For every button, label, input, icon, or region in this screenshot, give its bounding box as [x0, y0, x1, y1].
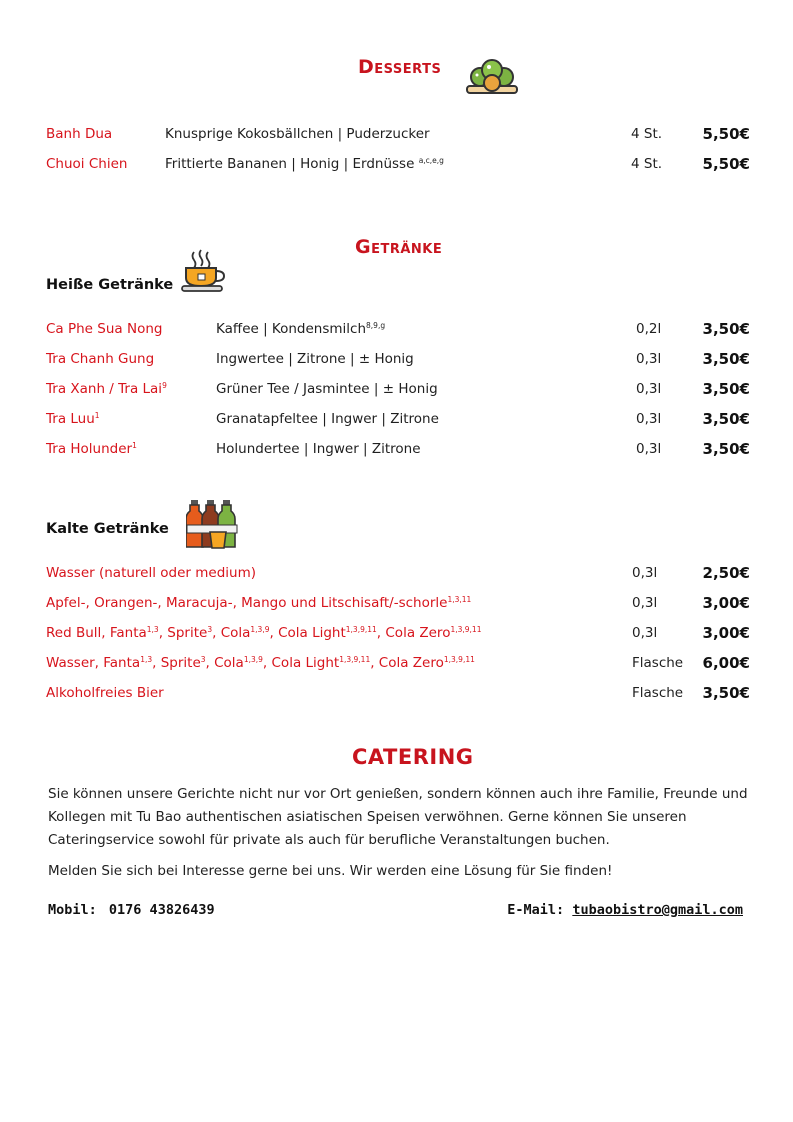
cold-drink-qty: 0,3l — [632, 625, 658, 641]
cold-drink-name — [46, 655, 475, 671]
allergen-note: 3 — [207, 625, 213, 634]
allergen-note: 3 — [200, 655, 206, 664]
cold-drink-row — [0, 685, 793, 707]
hot-drink-name-text: Tra Xanh / Tra Lai — [46, 381, 163, 397]
dessert-row — [0, 126, 793, 148]
hot-drink-name — [46, 351, 154, 367]
hot-drink-name-text: Ca Phe Sua Nong — [46, 321, 163, 337]
allergen-note: 1,3,9,11 — [345, 625, 377, 634]
hot-drink-desc — [216, 351, 414, 367]
desserts-heading: Desserts — [358, 56, 442, 78]
catering-heading: CATERING — [352, 745, 474, 769]
hot-drink-qty: 0,3l — [636, 381, 662, 397]
cold-drink-name — [46, 685, 164, 701]
cold-drink-price: 2,50€ — [702, 564, 750, 582]
cold-drink-name-part: , Sprite — [158, 625, 208, 641]
mobile-label: Mobil: — [48, 902, 97, 918]
cold-drink-name-part: Red Bull, Fanta — [46, 625, 147, 641]
hot-drink-desc-text: Holundertee | Ingwer | Zitrone — [216, 441, 421, 457]
dessert-plate-icon — [464, 54, 520, 100]
allergen-note: 1,3,9,11 — [339, 655, 371, 664]
cold-drink-qty: Flasche — [632, 685, 684, 701]
cold-drink-row — [0, 625, 793, 647]
dessert-name: Chuoi Chien — [46, 156, 128, 172]
cold-drink-name-part: Alkoholfreies Bier — [46, 685, 164, 701]
allergen-note: 1,3,9,11 — [443, 655, 475, 664]
cold-drink-price: 3,00€ — [702, 594, 750, 612]
allergen-note: 1 — [94, 411, 100, 420]
hot-drink-desc-text: Kaffee | Kondensmilch — [216, 321, 367, 337]
dessert-qty: 4 St. — [631, 156, 663, 172]
hot-drink-name-text: Tra Chanh Gung — [46, 351, 155, 367]
allergen-note: 1,3,9 — [250, 625, 270, 634]
hot-drink-name — [46, 441, 137, 457]
dessert-qty: 4 St. — [631, 126, 663, 142]
hot-drink-price: 3,50€ — [702, 320, 750, 338]
dessert-desc-text: Knusprige Kokosbällchen | Puderzucker — [165, 126, 430, 142]
allergen-note: 9 — [162, 381, 167, 390]
cold-drink-name-part: , Cola Zero — [376, 625, 451, 641]
allergen-note: 1,3,9,11 — [450, 625, 482, 634]
hot-drink-qty: 0,3l — [636, 441, 662, 457]
allergen-note: 1 — [132, 441, 137, 450]
dessert-price: 5,50€ — [702, 125, 750, 143]
soda-bottles-icon — [186, 498, 238, 550]
cold-drink-qty: 0,3l — [632, 565, 658, 581]
tea-cup-icon — [180, 248, 226, 294]
email-contact — [507, 902, 743, 918]
cold-drink-price: 3,00€ — [702, 624, 750, 642]
cold-drink-name-part: , Cola Light — [269, 625, 346, 641]
allergen-note: 1,3,11 — [447, 595, 472, 604]
cold-drink-qty: Flasche — [632, 655, 684, 671]
cold-drink-name — [46, 625, 481, 641]
dessert-name: Banh Dua — [46, 126, 113, 142]
hot-drink-desc-text: Granatapfeltee | Ingwer | Zitrone — [216, 411, 439, 427]
hot-drink-price: 3,50€ — [702, 380, 750, 398]
hot-drink-price: 3,50€ — [702, 440, 750, 458]
hot-drink-row — [0, 351, 793, 373]
cold-drink-name-part: Apfel-, Orangen-, Maracuja-, Mango und Litschisaft/-schorle — [46, 595, 448, 611]
hot-drink-price: 3,50€ — [702, 410, 750, 428]
hot-drink-qty: 0,3l — [636, 351, 662, 367]
hot-drink-row — [0, 441, 793, 463]
cold-drink-name-part: , Cola Light — [262, 655, 340, 671]
hot-drink-desc-text: Ingwertee | Zitrone | ± Honig — [216, 351, 414, 367]
dessert-price: 5,50€ — [702, 155, 750, 173]
hot-drink-name — [46, 411, 100, 427]
cold-drink-name-part: , Cola — [212, 625, 251, 641]
hot-drink-name-text: Tra Luu — [46, 411, 95, 427]
allergen-note: 1,3 — [146, 625, 159, 634]
allergen-note: 1,3,9 — [243, 655, 263, 664]
catering-contact-note: Melden Sie sich bei Interesse gerne bei uns. Wir werden eine Lösung für Sie finden! — [48, 863, 613, 879]
hot-drink-desc — [216, 321, 385, 337]
dessert-desc — [165, 156, 444, 172]
cold-drink-name-part: , Cola — [205, 655, 244, 671]
hot-drink-qty: 0,2l — [636, 321, 662, 337]
cold-drink-name-part: Wasser, Fanta — [46, 655, 141, 671]
mobile-number[interactable]: 0176 43826439 — [108, 902, 215, 918]
cold-drink-row — [0, 565, 793, 587]
dessert-desc-text: Frittierte Bananen | Honig | Erdnüsse — [165, 156, 419, 172]
email-link[interactable]: tubaobistro@gmail.com — [572, 902, 743, 918]
hot-drinks-heading: Heiße Getränke — [46, 277, 174, 293]
drinks-heading: Getränke — [355, 236, 443, 258]
cold-drink-name-part: Wasser (naturell oder medium) — [46, 565, 256, 581]
hot-drink-desc — [216, 411, 439, 427]
hot-drink-desc — [216, 441, 421, 457]
allergen-note: 8,9,g — [366, 321, 386, 330]
hot-drink-price: 3,50€ — [702, 350, 750, 368]
cold-drinks-heading: Kalte Getränke — [46, 521, 169, 537]
catering-paragraph: Sie können unsere Gerichte nicht nur vor Ort genießen, sondern können auch ihre Familie, Freunde und Kollegen mit Tu Bao authentischen asiatischen Speisen verwöhnen. Gerne können Sie unseren Cateringservice sowohl für private als auch für berufliche Veranstaltungen buchen. — [48, 786, 748, 848]
allergen-note: 1,3 — [140, 655, 153, 664]
email-label: E-Mail: — [507, 902, 565, 918]
allergen-note: a,c,e,g — [418, 156, 444, 165]
dessert-row — [0, 156, 793, 178]
cold-drink-row — [0, 595, 793, 617]
hot-drink-desc-text: Grüner Tee / Jasmintee | ± Honig — [216, 381, 438, 397]
hot-drink-name — [46, 381, 167, 397]
hot-drink-name-text: Tra Holunder — [46, 441, 133, 457]
mobile-contact — [48, 902, 215, 918]
cold-drink-name-part: , Sprite — [152, 655, 201, 671]
hot-drink-row — [0, 321, 793, 343]
hot-drink-qty: 0,3l — [636, 411, 662, 427]
cold-drink-row — [0, 655, 793, 677]
hot-drink-desc — [216, 381, 438, 397]
cold-drink-name — [46, 565, 256, 581]
dessert-desc — [165, 126, 430, 142]
cold-drink-name — [46, 595, 471, 611]
hot-drink-name — [46, 321, 162, 337]
hot-drink-row — [0, 381, 793, 403]
cold-drink-price: 3,50€ — [702, 684, 750, 702]
cold-drink-qty: 0,3l — [632, 595, 658, 611]
cold-drink-name-part: , Cola Zero — [370, 655, 444, 671]
hot-drink-row — [0, 411, 793, 433]
cold-drink-price: 6,00€ — [702, 654, 750, 672]
